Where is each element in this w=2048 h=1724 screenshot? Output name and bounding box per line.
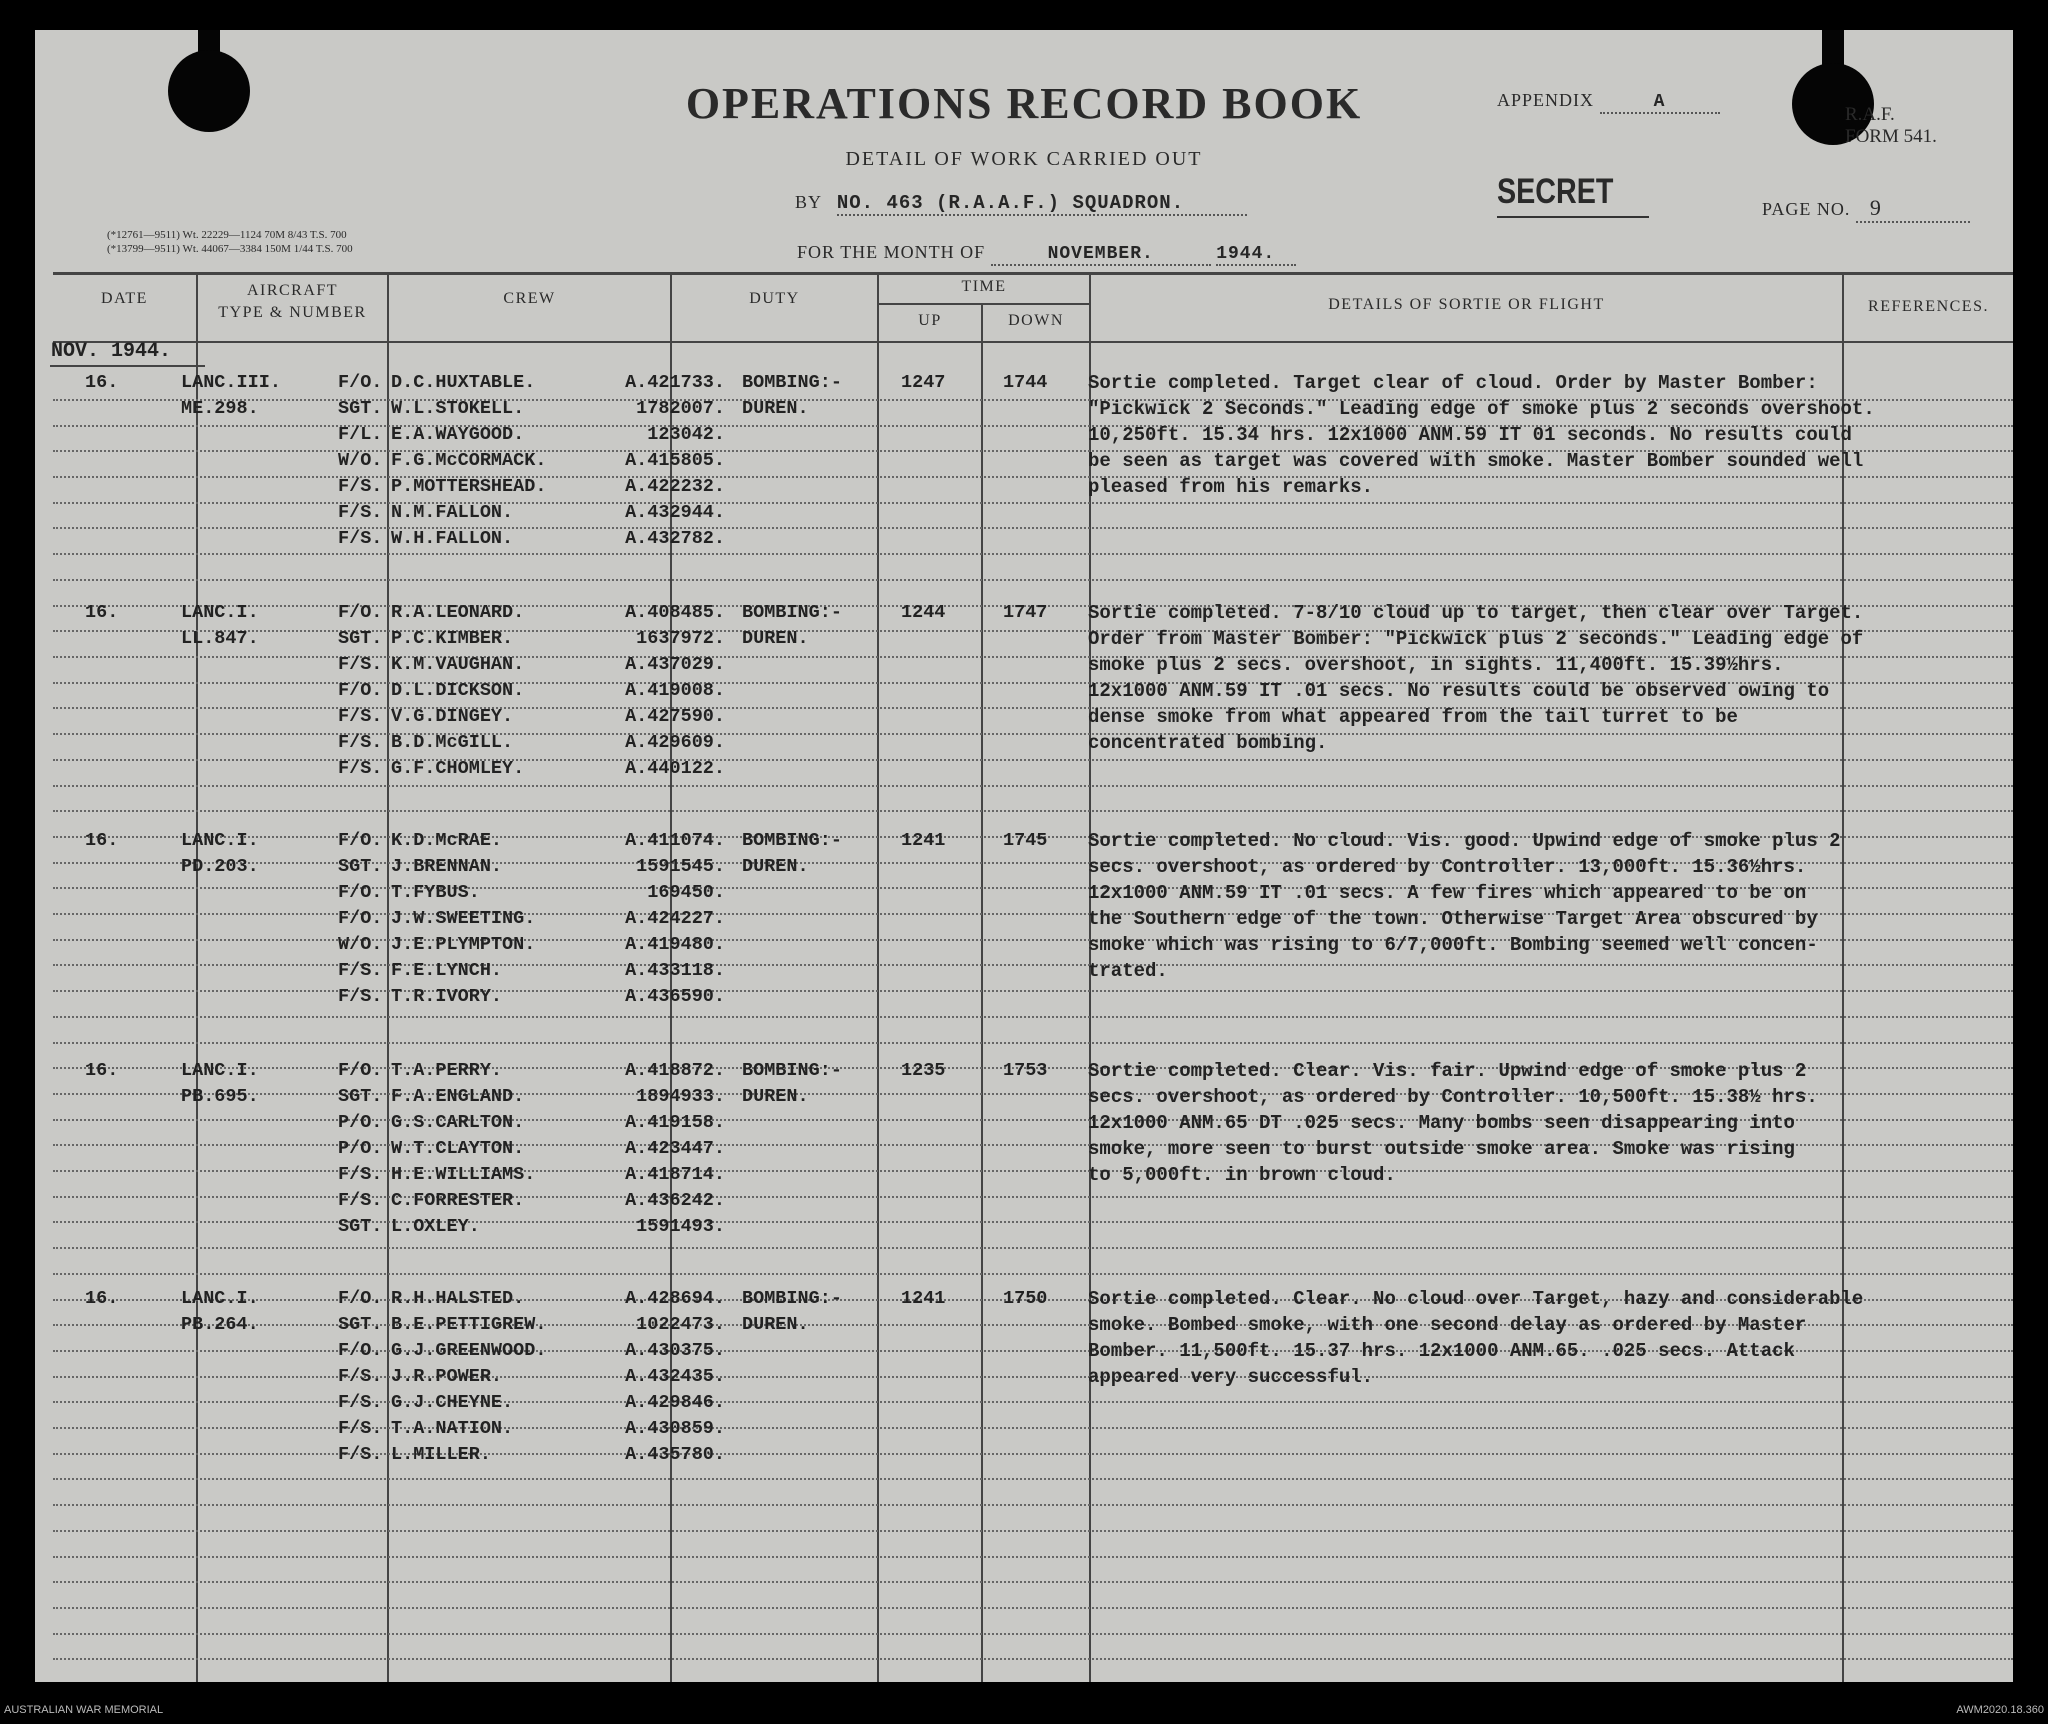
month-label: FOR THE MONTH OF xyxy=(797,242,986,262)
crew-name: R.A.LEONARD. xyxy=(391,602,525,623)
crew-rank: SGT. xyxy=(338,398,383,419)
crew-name: V.G.DINGEY. xyxy=(391,706,514,727)
col-rule-duty xyxy=(877,272,879,1682)
crew-service-number: A.418714. xyxy=(625,1164,725,1185)
crew-name: F.G.McCORMACK. xyxy=(391,450,547,471)
crew-rank: F/O. xyxy=(338,882,383,903)
col-rule-date xyxy=(196,272,198,1682)
time-up: 1247 xyxy=(901,372,946,393)
crew-rank: P/O. xyxy=(338,1138,383,1159)
crew-service-number: 123042. xyxy=(647,424,725,445)
ruled-line xyxy=(53,1478,2013,1480)
crew-service-number: A.436242. xyxy=(625,1190,725,1211)
crew-service-number: A.429609. xyxy=(625,732,725,753)
record-sheet xyxy=(35,30,2013,1682)
crew-name: L.MILLER. xyxy=(391,1444,491,1465)
month-heading-rule xyxy=(50,365,205,367)
squadron-field xyxy=(795,192,1247,216)
crew-rank: W/O. xyxy=(338,934,383,955)
sortie-date: 16. xyxy=(85,1288,119,1309)
crew-name: D.C.HUXTABLE. xyxy=(391,372,536,393)
crew-name: B.E.PETTIGREW. xyxy=(391,1314,547,1335)
aircraft-type-number: LANC.I. xyxy=(181,602,259,623)
ruled-line xyxy=(53,1273,2013,1275)
crew-service-number: A.411074. xyxy=(625,830,725,851)
crew-rank: SGT. xyxy=(338,856,383,877)
crew-rank: F/S. xyxy=(338,758,383,779)
crew-rank: F/S. xyxy=(338,502,383,523)
month-heading: NOV. 1944. xyxy=(51,340,172,363)
sortie-detail-line: Sortie completed. Clear. No cloud over Target, hazy and considerable xyxy=(1088,1288,1864,1310)
sortie-detail-line: to 5,000ft. in brown cloud. xyxy=(1088,1164,1396,1186)
crew-rank: F/O. xyxy=(338,1340,383,1361)
ruled-line xyxy=(53,1530,2013,1532)
crew-rank: P/O. xyxy=(338,1112,383,1133)
col-aircraft-line-2: TYPE & NUMBER xyxy=(218,304,367,321)
aircraft-type-number: LANC.I. xyxy=(181,1288,259,1309)
sortie-detail-line: Bomber. 11,500ft. 15.37 hrs. 12x1000 ANM.65. .025 secs. Attack xyxy=(1088,1340,1795,1362)
printer-codes xyxy=(107,228,353,256)
crew-service-number: A.408485. xyxy=(625,602,725,623)
crew-service-number: 169450. xyxy=(647,882,725,903)
time-up: 1241 xyxy=(901,1288,946,1309)
printer-code-1: (*12761—9511) Wt. 22229—1124 70M 8/43 T.S. 700 xyxy=(107,229,347,241)
sortie-detail-line: Sortie completed. No cloud. Vis. good. Upwind edge of smoke plus 2 xyxy=(1088,830,1841,852)
crew-service-number: A.419158. xyxy=(625,1112,725,1133)
crew-service-number: A.435780. xyxy=(625,1444,725,1465)
ruled-line xyxy=(53,1581,2013,1583)
crew-service-number: A.423447. xyxy=(625,1138,725,1159)
aircraft-type-number: LANC.I. xyxy=(181,830,259,851)
form-id xyxy=(1845,104,1937,148)
sortie-duty: DUREN. xyxy=(742,1086,809,1107)
sortie-duty: BOMBING:- xyxy=(742,1288,842,1309)
page-title: OPERATIONS RECORD BOOK xyxy=(685,79,1363,128)
crew-service-number: A.433118. xyxy=(625,960,725,981)
col-references: REFERENCES. xyxy=(1868,298,1989,315)
secret-underline xyxy=(1497,216,1649,218)
crew-name: T.R.IVORY. xyxy=(391,986,503,1007)
crew-rank: SGT. xyxy=(338,628,383,649)
appendix-field xyxy=(1497,90,1720,114)
sortie-detail-line: smoke, more seen to burst outside smoke area. Smoke was rising xyxy=(1088,1138,1795,1160)
crew-name: J.R.POWER. xyxy=(391,1366,503,1387)
col-time: TIME xyxy=(961,278,1007,295)
col-crew: CREW xyxy=(503,290,556,307)
footer-accession: AWM2020.18.360 xyxy=(1956,1704,2044,1716)
crew-name: G.S.CARLTON. xyxy=(391,1112,525,1133)
crew-name: W.L.STOKELL. xyxy=(391,398,525,419)
crew-service-number: A.427590. xyxy=(625,706,725,727)
col-down: DOWN xyxy=(1008,312,1064,329)
crew-name: L.OXLEY. xyxy=(391,1216,480,1237)
sortie-detail-line: secs. overshoot, as ordered by Controller. 10,500ft. 15.38½ hrs. xyxy=(1088,1086,1818,1108)
crew-name: K.D.McRAE. xyxy=(391,830,503,851)
crew-rank: F/S. xyxy=(338,960,383,981)
crew-rank: SGT. xyxy=(338,1314,383,1335)
header-bottom-rule xyxy=(53,341,2013,343)
sortie-date: 16. xyxy=(85,1060,119,1081)
crew-name: G.J.CHEYNE. xyxy=(391,1392,514,1413)
sortie-detail-line: Sortie completed. Target clear of cloud. Order by Master Bomber: xyxy=(1088,372,1818,394)
time-up: 1241 xyxy=(901,830,946,851)
crew-service-number: 1591493. xyxy=(636,1216,725,1237)
crew-service-number: 1022473. xyxy=(636,1314,725,1335)
crew-rank: F/S. xyxy=(338,732,383,753)
crew-rank: SGT. xyxy=(338,1086,383,1107)
footer-credit: AUSTRALIAN WAR MEMORIAL xyxy=(4,1704,164,1716)
crew-rank: F/S. xyxy=(338,1366,383,1387)
secret-stamp: SECRET xyxy=(1497,172,1614,211)
sortie-duty: BOMBING:- xyxy=(742,602,842,623)
aircraft-type-number: PD.203. xyxy=(181,856,259,877)
time-down: 1745 xyxy=(1003,830,1048,851)
sortie-detail-line: concentrated bombing. xyxy=(1088,732,1328,754)
crew-name: N.M.FALLON. xyxy=(391,502,514,523)
crew-name: P.MOTTERSHEAD. xyxy=(391,476,547,497)
time-down: 1753 xyxy=(1003,1060,1048,1081)
crew-name: T.A.NATION. xyxy=(391,1418,514,1439)
table-top-rule xyxy=(53,272,2013,275)
printer-code-2: (*13799—9511) Wt. 44067—3384 150M 1/44 T.S. 700 xyxy=(107,243,353,255)
crew-rank: F/O. xyxy=(338,1288,383,1309)
time-up: 1235 xyxy=(901,1060,946,1081)
crew-rank: F/O. xyxy=(338,680,383,701)
crew-rank: F/S. xyxy=(338,528,383,549)
aircraft-type-number: PB.695. xyxy=(181,1086,259,1107)
sortie-detail-line: appeared very successful. xyxy=(1088,1366,1374,1388)
crew-name: K.M.VAUGHAN. xyxy=(391,654,525,675)
crew-name: H.E.WILLIAMS. xyxy=(391,1164,536,1185)
crew-rank: F/S. xyxy=(338,1164,383,1185)
sortie-detail-line: trated. xyxy=(1088,960,1168,982)
sortie-detail-line: "Pickwick 2 Seconds." Leading edge of smoke plus 2 seconds overshoot. xyxy=(1088,398,1875,420)
sortie-duty: BOMBING:- xyxy=(742,1060,842,1081)
sortie-detail-line: smoke which was rising to 6/7,000ft. Bombing seemed well concen- xyxy=(1088,934,1818,956)
crew-name: J.E.PLYMPTON. xyxy=(391,934,536,955)
appendix-value: A xyxy=(1600,92,1720,114)
crew-service-number: A.415805. xyxy=(625,450,725,471)
crew-service-number: A.432435. xyxy=(625,1366,725,1387)
time-down: 1747 xyxy=(1003,602,1048,623)
sortie-detail-line: 12x1000 ANM.59 IT .01 secs. No results could be observed owing to xyxy=(1088,680,1830,702)
sortie-detail-line: be seen as target was covered with smoke. Master Bomber sounded well xyxy=(1088,450,1864,472)
crew-service-number: 1637972. xyxy=(636,628,725,649)
squadron-value: NO. 463 (R.A.A.F.) SQUADRON. xyxy=(837,192,1247,216)
col-rule-details xyxy=(1842,272,1844,1682)
crew-rank: F/O. xyxy=(338,830,383,851)
ruled-line xyxy=(53,1504,2013,1506)
crew-name: J.BRENNAN. xyxy=(391,856,503,877)
crew-rank: F/S. xyxy=(338,1190,383,1211)
crew-name: B.D.McGILL. xyxy=(391,732,514,753)
sortie-detail-line: pleased from his remarks. xyxy=(1088,476,1374,498)
sortie-duty: DUREN. xyxy=(742,628,809,649)
col-date: DATE xyxy=(101,290,148,307)
form-line-2: FORM 541. xyxy=(1845,126,1937,147)
crew-rank: F/S. xyxy=(338,986,383,1007)
by-label: BY xyxy=(795,192,822,212)
sortie-detail-line: smoke plus 2 secs. overshoot, in sights. 11,400ft. 15.39½hrs. xyxy=(1088,654,1784,676)
ruled-line xyxy=(53,785,2013,787)
crew-rank: F/O. xyxy=(338,372,383,393)
sortie-duty: DUREN. xyxy=(742,398,809,419)
crew-name: D.L.DICKSON. xyxy=(391,680,525,701)
crew-name: W.T.CLAYTON. xyxy=(391,1138,525,1159)
crew-rank: W/O. xyxy=(338,450,383,471)
sortie-detail-line: the Southern edge of the town. Otherwise Target Area obscured by xyxy=(1088,908,1818,930)
ruled-line xyxy=(53,1247,2013,1249)
crew-service-number: A.429846. xyxy=(625,1392,725,1413)
sortie-detail-line: 10,250ft. 15.34 hrs. 12x1000 ANM.59 IT 01 seconds. No results could xyxy=(1088,424,1852,446)
crew-service-number: 1591545. xyxy=(636,856,725,877)
crew-service-number: A.432782. xyxy=(625,528,725,549)
crew-service-number: A.422232. xyxy=(625,476,725,497)
crew-name: T.A.PERRY. xyxy=(391,1060,503,1081)
sortie-detail-line: 12x1000 ANM.65 DT .025 secs. Many bombs seen disappearing into xyxy=(1088,1112,1795,1134)
ruled-line xyxy=(53,1016,2013,1018)
crew-name: W.H.FALLON. xyxy=(391,528,514,549)
aircraft-type-number: ME.298. xyxy=(181,398,259,419)
ruled-line xyxy=(53,1607,2013,1609)
col-duty: DUTY xyxy=(749,290,800,307)
crew-service-number: A.432944. xyxy=(625,502,725,523)
year-value: 1944. xyxy=(1216,244,1296,266)
sortie-date: 16. xyxy=(85,372,119,393)
ruled-line xyxy=(53,1658,2013,1660)
crew-rank: F/L. xyxy=(338,424,383,445)
page-label: PAGE NO. xyxy=(1762,199,1851,219)
time-sub-rule xyxy=(877,303,1091,305)
crew-service-number: 1782007. xyxy=(636,398,725,419)
ruled-line xyxy=(53,1042,2013,1044)
crew-rank: F/S. xyxy=(338,706,383,727)
crew-name: F.A.ENGLAND. xyxy=(391,1086,525,1107)
month-value: NOVEMBER. xyxy=(991,244,1211,266)
sortie-detail-line: smoke. Bombed smoke, with one second delay as ordered by Master xyxy=(1088,1314,1807,1336)
sortie-date: 16. xyxy=(85,830,119,851)
crew-rank: SGT. xyxy=(338,1216,383,1237)
time-down: 1750 xyxy=(1003,1288,1048,1309)
page-number-field xyxy=(1762,195,1970,223)
form-line-1: R.A.F. xyxy=(1845,104,1895,125)
sortie-duty: DUREN. xyxy=(742,856,809,877)
crew-name: T.FYBUS. xyxy=(391,882,480,903)
ruled-line xyxy=(53,579,2013,581)
col-rule-up xyxy=(981,303,983,1682)
sortie-duty: BOMBING:- xyxy=(742,830,842,851)
crew-name: G.F.CHOMLEY. xyxy=(391,758,525,779)
sortie-duty: BOMBING:- xyxy=(742,372,842,393)
sortie-detail-line: 12x1000 ANM.59 IT .01 secs. A few fires which appeared to be on xyxy=(1088,882,1807,904)
col-aircraft xyxy=(198,280,387,324)
sortie-detail-line: Sortie completed. 7-8/10 cloud up to target, then clear over Target. xyxy=(1088,602,1864,624)
ruled-line xyxy=(53,553,2013,555)
time-up: 1244 xyxy=(901,602,946,623)
crew-rank: F/S. xyxy=(338,1392,383,1413)
appendix-label: APPENDIX xyxy=(1497,90,1595,110)
col-aircraft-line-1: AIRCRAFT xyxy=(246,282,339,299)
page-value: 9 xyxy=(1856,195,1970,223)
crew-service-number: A.436590. xyxy=(625,986,725,1007)
crew-rank: F/O. xyxy=(338,602,383,623)
crew-name: R.H.HALSTED. xyxy=(391,1288,525,1309)
aircraft-type-number: LANC.I. xyxy=(181,1060,259,1081)
aircraft-type-number: LANC.III. xyxy=(181,372,281,393)
ruled-line xyxy=(53,1556,2013,1558)
crew-service-number: A.418872. xyxy=(625,1060,725,1081)
ruled-line xyxy=(53,810,2013,812)
crew-rank: F/S. xyxy=(338,654,383,675)
sortie-detail-line: Order from Master Bomber: "Pickwick plus 2 seconds." Leading edge of xyxy=(1088,628,1864,650)
crew-service-number: A.430859. xyxy=(625,1418,725,1439)
sortie-detail-line: Sortie completed. Clear. Vis. fair. Upwind edge of smoke plus 2 xyxy=(1088,1060,1807,1082)
crew-name: J.W.SWEETING. xyxy=(391,908,536,929)
aircraft-type-number: LL.847. xyxy=(181,628,259,649)
crew-service-number: 1894933. xyxy=(636,1086,725,1107)
crew-name: E.A.WAYGOOD. xyxy=(391,424,525,445)
crew-service-number: A.440122. xyxy=(625,758,725,779)
crew-rank: F/S. xyxy=(338,1444,383,1465)
crew-rank: F/O. xyxy=(338,1060,383,1081)
month-field xyxy=(797,242,1296,266)
crew-rank: F/S. xyxy=(338,1418,383,1439)
crew-service-number: A.428694. xyxy=(625,1288,725,1309)
sortie-detail-line: secs. overshoot, as ordered by Controller. 13,000ft. 15.36½hrs. xyxy=(1088,856,1807,878)
time-down: 1744 xyxy=(1003,372,1048,393)
crew-service-number: A.419008. xyxy=(625,680,725,701)
crew-name: C.FORRESTER. xyxy=(391,1190,525,1211)
sortie-date: 16. xyxy=(85,602,119,623)
page-subtitle: DETAIL OF WORK CARRIED OUT xyxy=(845,148,1203,170)
crew-service-number: A.421733. xyxy=(625,372,725,393)
sortie-duty: DUREN. xyxy=(742,1314,809,1335)
aircraft-type-number: PB.264. xyxy=(181,1314,259,1335)
col-details: DETAILS OF SORTIE OR FLIGHT xyxy=(1328,296,1605,313)
crew-name: G.J.GREENWOOD. xyxy=(391,1340,547,1361)
col-up: UP xyxy=(918,312,942,329)
crew-rank: F/O. xyxy=(338,908,383,929)
crew-service-number: A.419480. xyxy=(625,934,725,955)
crew-service-number: A.430375. xyxy=(625,1340,725,1361)
crew-service-number: A.424227. xyxy=(625,908,725,929)
crew-service-number: A.437029. xyxy=(625,654,725,675)
crew-rank: F/S. xyxy=(338,476,383,497)
sortie-detail-line: dense smoke from what appeared from the tail turret to be xyxy=(1088,706,1738,728)
crew-name: P.C.KIMBER. xyxy=(391,628,514,649)
ruled-line xyxy=(53,1633,2013,1635)
crew-name: F.E.LYNCH. xyxy=(391,960,503,981)
col-rule-aircraft xyxy=(387,272,389,1682)
